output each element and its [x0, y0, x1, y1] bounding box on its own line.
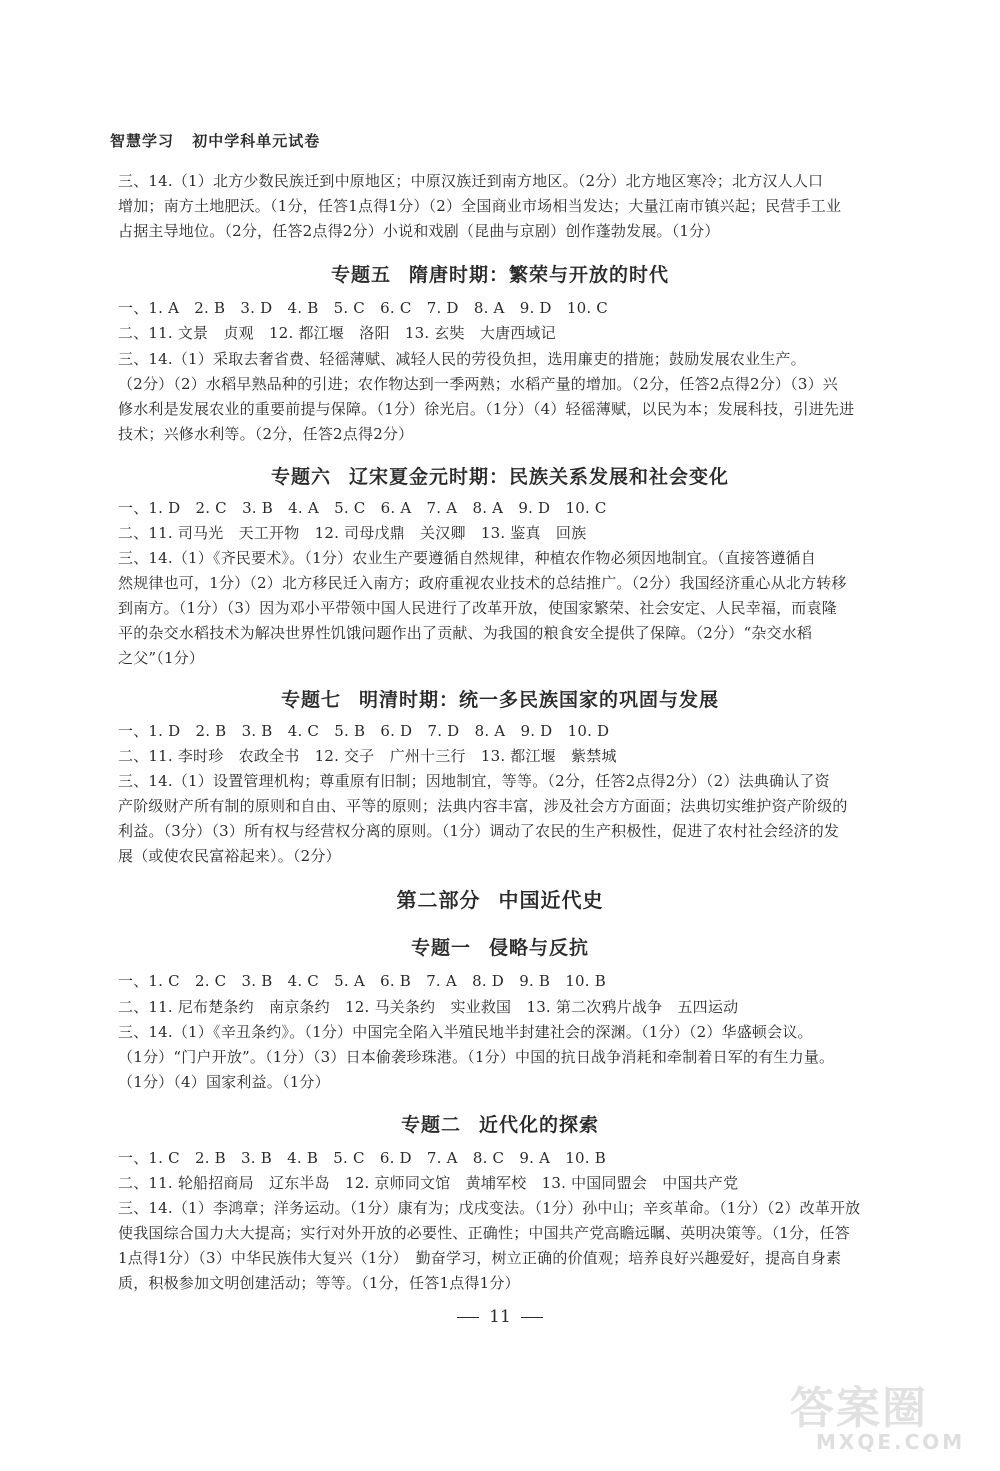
- topic5-answer-line: 三、14.（1）采取去奢省费、轻徭薄赋、减轻人民的劳役负担，选用廉吏的措施；鼓励发展农业生产。: [118, 350, 806, 368]
- topic6-answer-line: 到南方。（1分）（3）因为邓小平带领中国人民进行了改革开放，使国家繁荣、社会安定、人民幸福，而袁隆: [118, 599, 837, 617]
- topic7-choice-answers: 一、1. D 2. B 3. B 4. C 5. B 6. D 7. D 8. A 9. D 10. D: [118, 722, 610, 740]
- page-header: [110, 130, 320, 151]
- topic7-answer-line: 利益。（3分）（3）所有权与经营权分离的原则。（1分）调动了农民的生产积极性，促进了农村社会经济的发: [118, 822, 840, 840]
- topic7-number: 专题七: [280, 689, 341, 711]
- part2-topic2-choice-answers: 一、1. C 2. B 3. B 4. B 5. C 6. D 7. A 8. C 9. A 10. B: [118, 1149, 606, 1167]
- prev-answer-line: 占据主导地位。（2分，任答2点得2分）小说和戏剧（昆曲与京剧）创作蓬勃发展。（1分）: [118, 222, 720, 240]
- topic6-heading: [0, 462, 1000, 489]
- topic7-answer-line: 展（或使农民富裕起来）。（2分）: [118, 847, 341, 865]
- topic7-heading: [0, 685, 1000, 712]
- page-number-text: 11: [489, 1307, 511, 1327]
- topic5-fill-answers: 二、11. 文景 贞观 12. 都江堰 洛阳 13. 玄奘 大唐西域记: [118, 324, 556, 342]
- part2-topic2-number: 专题二: [400, 1114, 461, 1136]
- watermark-url: MXQE.COM: [816, 1430, 966, 1454]
- part2-topic1-answer-line: （1分）“门户开放”。（1分）（3）日本偷袭珍珠港。（1分）中国的抗日战争消耗和牵制着日军的有生力量。: [118, 1048, 835, 1066]
- topic6-choice-answers: 一、1. D 2. C 3. B 4. A 5. C 6. A 7. A 8. A 9. D 10. C: [118, 499, 607, 517]
- page-number: [0, 1307, 1000, 1327]
- part2-topic2-fill-answers: 二、11. 轮船招商局 辽东半岛 12. 京师同文馆 黄埔军校 13. 中国同盟会 中国共产党: [118, 1174, 739, 1192]
- prev-answer-line: 三、14.（1）北方少数民族迁到中原地区；中原汉族迁到南方地区。（2分）北方地区寒冷；北方汉人人口: [118, 172, 824, 190]
- topic7-answer-line: 三、14.（1）设置管理机构；尊重原有旧制；因地制宜，等等。（2分，任答2点得2分）（2）法典确认了资: [118, 772, 830, 790]
- topic5-answer-line: 技术；兴修水利等。（2分，任答2点得2分）: [118, 425, 414, 443]
- prev-answer-line: 增加；南方土地肥沃。（1分，任答1点得1分）（2）全国商业市场相当发达；大量江南市镇兴起；民营手工业: [118, 197, 842, 215]
- part2-topic1-title: 侵略与反抗: [489, 937, 590, 959]
- topic5-number: 专题五: [330, 264, 391, 286]
- part2-heading: [0, 884, 1000, 913]
- part2-topic2-answer-line: 使我国综合国力大大提高；实行对外开放的必要性、正确性；中国共产党高瞻远瞩、英明决策等。（1分，任答: [118, 1224, 850, 1242]
- part2-topic1-answer-line: （1分）（4）国家利益。（1分）: [118, 1073, 330, 1091]
- watermark-text: 答案圈: [790, 1383, 928, 1434]
- topic6-answer-line: 之父”（1分）: [118, 649, 205, 667]
- topic6-answer-line: 三、14.（1）《齐民要术》。（1分）农业生产要遵循自然规律，种植农作物必须因地制宜。（直接答遵循自: [118, 549, 816, 567]
- topic5-answer-line: 修水利是发展农业的重要前提与保障。（1分）徐光启。（1分）（4）轻徭薄赋，以民为本；发展科技，引进先进: [118, 400, 855, 418]
- topic5-answer-line: （2分）（2）水稻早熟品种的引进；农作物达到一季两熟；水稻产量的增加。（2分，任答2点得2分）（3）兴: [118, 375, 838, 393]
- topic6-fill-answers: 二、11. 司马光 天工开物 12. 司母戊鼎 关汉卿 13. 鉴真 回族: [118, 524, 587, 542]
- part2-topic1-fill-answers: 二、11. 尼布楚条约 南京条约 12. 马关条约 实业救国 13. 第二次鸦片战争 五四运动: [118, 998, 739, 1016]
- topic6-answer-line: 然规律也可，1分）（2）北方移民迁入南方；政府重视农业技术的总结推广。（2分）我国经济重心从北方转移: [118, 574, 847, 592]
- part2-title: 中国近代史: [498, 888, 604, 912]
- topic5-choice-answers: 一、1. A 2. B 3. D 4. B 5. C 6. C 7. D 8. A 9. D 10. C: [118, 299, 608, 317]
- header-subtitle: 初中学科单元试卷: [192, 132, 321, 150]
- part2-topic2-answer-line: 三、14.（1）李鸿章；洋务运动。（1分）康有为；戊戌变法。（1分）孙中山；辛亥革命。（1分）（2）改革开放: [118, 1199, 861, 1217]
- topic7-title: 明清时期：统一多民族国家的巩固与发展: [359, 689, 720, 711]
- topic5-heading: [0, 260, 1000, 287]
- topic6-title: 辽宋夏金元时期：民族关系发展和社会变化: [349, 466, 730, 488]
- part2-topic2-answer-line: 质，积极参加文明创建活动；等等。（1分，任答1点得1分）: [118, 1274, 520, 1292]
- topic6-number: 专题六: [270, 466, 331, 488]
- part2-topic2-answer-line: 1点得1分）（3）中华民族伟大复兴（1分） 勤奋学习，树立正确的价值观；培养良好兴趣爱好，提高自身素: [118, 1249, 842, 1267]
- part2-topic1-choice-answers: 一、1. C 2. C 3. B 4. C 5. A 6. B 7. A 8. D 9. B 10. B: [118, 972, 606, 990]
- topic7-answer-line: 产阶级财产所有制的原则和自由、平等的原则；法典内容丰富，涉及社会方方面面；法典切实维护资产阶级的: [118, 797, 848, 815]
- part2-number: 第二部分: [396, 888, 481, 912]
- topic7-fill-answers: 二、11. 李时珍 农政全书 12. 交子 广州十三行 13. 都江堰 紫禁城: [118, 747, 617, 765]
- page-number-dash-left: [457, 1317, 479, 1318]
- topic5-title: 隋唐时期：繁荣与开放的时代: [409, 264, 670, 286]
- part2-topic2-title: 近代化的探索: [479, 1114, 600, 1136]
- part2-topic1-heading: [0, 933, 1000, 960]
- part2-topic1-answer-line: 三、14.（1）《辛丑条约》。（1分）中国完全陷入半殖民地半封建社会的深渊。（1分）（2）华盛顿会议。: [118, 1023, 813, 1041]
- part2-topic1-number: 专题一: [410, 937, 471, 959]
- topic6-answer-line: 平的杂交水稻技术为解决世界性饥饿问题作出了贡献、为我国的粮食安全提供了保障。（2分）“杂交水稻: [118, 624, 813, 642]
- page-number-dash-right: [521, 1317, 543, 1318]
- part2-topic2-heading: [0, 1110, 1000, 1137]
- header-brand: 智慧学习: [110, 132, 175, 150]
- watermark-logo: [790, 1372, 970, 1452]
